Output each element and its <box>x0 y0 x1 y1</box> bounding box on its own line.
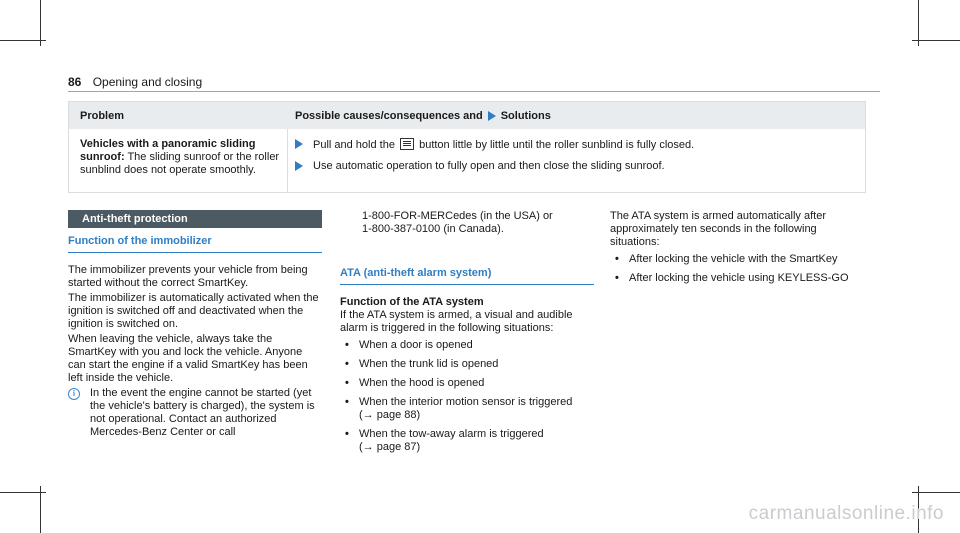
info-icon: i <box>68 388 80 400</box>
problem-bold: Vehicles with a panoramic sliding sunroof: <box>80 138 256 163</box>
crop-mark <box>912 492 960 493</box>
immobilizer-p1: The immobilizer prevents your vehicle from being started without the correct SmartKey. <box>68 264 308 289</box>
list-item: • After locking the vehicle with the SmartKey <box>615 253 838 265</box>
step2-text: Use automatic operation to fully open and then close the sliding sunroof. <box>313 160 665 172</box>
page-title: Opening and closing <box>92 75 203 89</box>
col-causes <box>295 110 551 122</box>
right-column <box>610 210 864 291</box>
list-item: • When the tow-away alarm is triggered (→ page 87) <box>345 428 544 453</box>
step1-before: Pull and hold the <box>313 139 395 151</box>
problem-table <box>68 101 866 193</box>
note-text: In the event the engine cannot be started (yet the vehicle's battery is charged), the system is not operational. Contact an authorized Mercedes-Benz Center or call <box>90 387 315 438</box>
problem-text: The sliding sunroof or the roller sunblind does not operate smoothly. <box>80 151 280 176</box>
list-item: • When the hood is opened <box>345 377 485 389</box>
immobilizer-p2: The immobilizer is automatically activated when the ignition is switched off and deactivated when the ignition is switched on. <box>68 292 319 330</box>
phone-canada: 1-800-387-0100 (in Canada). <box>362 223 504 235</box>
list-item: • When the interior motion sensor is triggered (→ page 88) <box>345 396 573 421</box>
arrow-right-icon <box>295 161 303 171</box>
crop-mark <box>0 40 46 41</box>
sunblind-button-icon <box>400 138 414 150</box>
ata-intro: If the ATA system is armed, a visual and audible alarm is triggered in the following situations: <box>340 309 573 334</box>
phone-usa: 1-800-FOR-MERCedes (in the USA) or <box>362 210 553 222</box>
crop-mark <box>0 492 46 493</box>
problem-cell <box>80 138 280 177</box>
list-item: • After locking the vehicle using KEYLESS-GO <box>615 272 849 284</box>
immobilizer-p3: When leaving the vehicle, always take the SmartKey with you and lock the vehicle. Anyone can start the engine if a valid SmartKey has been left inside the vehicle. <box>68 333 308 384</box>
crop-mark <box>40 486 41 533</box>
list-item: • When the trunk lid is opened <box>345 358 499 370</box>
ata-subhead: ATA (anti-theft alarm system) <box>340 267 492 279</box>
header-rule <box>68 91 880 92</box>
ata-function-title: Function of the ATA system <box>340 296 484 308</box>
col-problem: Problem <box>80 110 125 122</box>
crop-mark <box>912 40 960 41</box>
middle-column <box>340 210 594 460</box>
left-column <box>68 210 322 439</box>
page-number: 86 <box>68 75 82 89</box>
table-header <box>69 102 865 129</box>
solution-step-1 <box>295 138 694 151</box>
solution-step-2 <box>295 160 665 172</box>
info-note <box>68 387 322 439</box>
col-solutions-label: Solutions <box>500 110 551 122</box>
page-header <box>68 75 202 89</box>
page-ref[interactable]: (→ page 87) <box>359 441 421 453</box>
col-causes-label: Possible causes/consequences and <box>295 110 483 122</box>
list-item: • When a door is opened <box>345 339 473 351</box>
table-divider <box>287 129 288 192</box>
page-ref[interactable]: (→ page 88) <box>359 409 421 421</box>
step1-after: button little by little until the roller sunblind is fully closed. <box>419 139 695 151</box>
watermark: carmanualsonline.info <box>748 503 944 524</box>
section-title: Anti-theft protection <box>68 210 322 228</box>
arrow-right-icon <box>295 139 303 149</box>
arrow-right-icon <box>488 111 496 121</box>
ata-armed-intro: The ATA system is armed automatically after approximately ten seconds in the following situations: <box>610 210 827 248</box>
immobilizer-subhead: Function of the immobilizer <box>68 235 212 247</box>
